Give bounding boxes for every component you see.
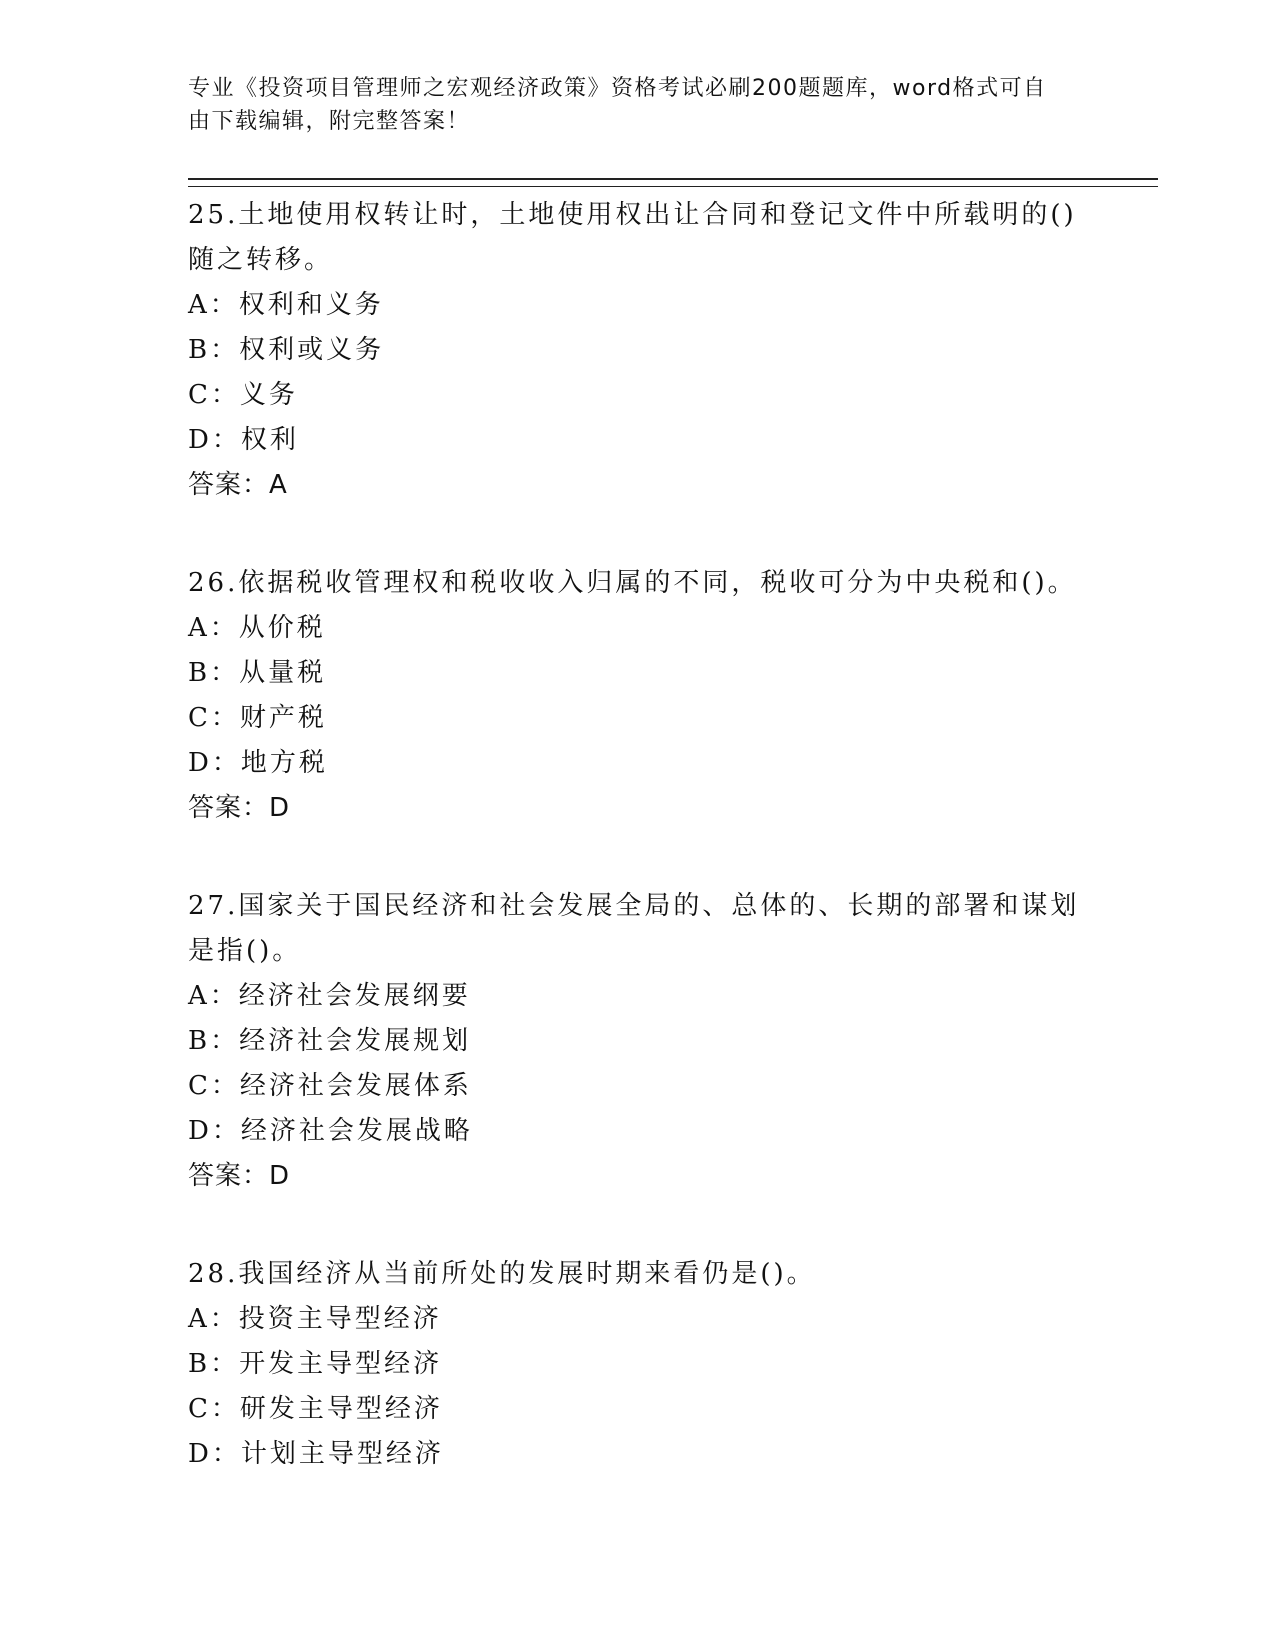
option-a: A：权利和义务 [188,290,384,320]
answer-line: 答案：D [188,1161,291,1191]
option-a: A：投资主导型经济 [188,1304,442,1334]
question-stem: 25.土地使用权转让时，土地使用权出让合同和登记文件中所载明的()随之转移。 [188,200,1077,275]
double-rule-divider [188,178,1158,187]
spacer [188,831,1158,878]
option-c: C：财产税 [188,703,327,733]
spacer [188,1199,1158,1246]
spacer [188,508,1158,555]
option-c: C：经济社会发展体系 [188,1071,472,1101]
option-d: D：计划主导型经济 [188,1439,444,1469]
answer-line: 答案：A [188,470,288,500]
option-d: D：地方税 [188,748,328,778]
option-b: B：开发主导型经济 [188,1349,443,1379]
question-stem: 26.依据税收管理权和税收收入归属的不同，税收可分为中央税和()。 [188,568,1077,598]
question-28 [188,1252,1158,1477]
document-page [188,72,1158,1477]
question-stem: 28.我国经济从当前所处的发展时期来看仍是()。 [188,1259,816,1289]
option-c: C：研发主导型经济 [188,1394,443,1424]
option-b: B：经济社会发展规划 [188,1026,472,1056]
question-27 [188,884,1158,1199]
question-stem: 27.国家关于国民经济和社会发展全局的、总体的、长期的部署和谋划是指()。 [188,891,1080,966]
option-b: B：权利或义务 [188,335,385,365]
option-d: D：权利 [188,425,299,455]
option-d: D：经济社会发展战略 [188,1116,473,1146]
answer-line: 答案：D [188,793,291,823]
question-26 [188,561,1158,831]
option-c: C：义务 [188,380,298,410]
option-b: B：从量税 [188,658,327,688]
question-25 [188,193,1158,508]
option-a: A：从价税 [188,613,326,643]
option-a: A：经济社会发展纲要 [188,981,471,1011]
header-note: 专业《投资项目管理师之宏观经济政策》资格考试必刷200题题库，word格式可自由下载编辑，附完整答案！ [188,76,1047,134]
